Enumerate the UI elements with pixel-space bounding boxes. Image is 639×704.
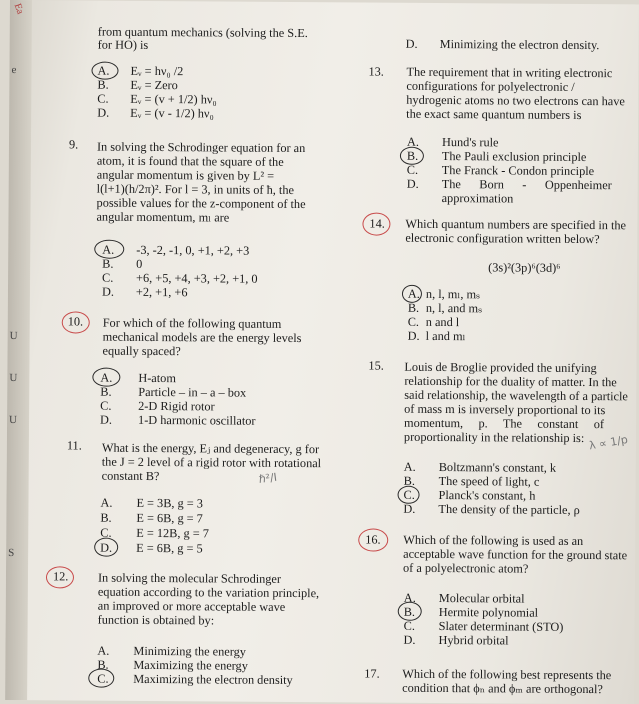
option-text: n, l, and mₛ (425, 300, 483, 316)
margin-mark: Ea (11, 2, 26, 16)
option-text: Hund's rule (441, 135, 499, 150)
question-number: 11. (66, 438, 82, 453)
option-label: C. (407, 314, 420, 329)
question-number: 17. (364, 666, 380, 681)
option-text: l and mₗ (425, 328, 466, 344)
question-text: hydrogenic atoms no two electrons can have (406, 92, 625, 109)
answer-mark-circle (91, 62, 118, 80)
question-number: 16. (365, 532, 381, 547)
question-text: Which of the following is used as an (403, 532, 584, 549)
option-text: Molecular orbital (438, 591, 525, 606)
question-text: equally spaced? (102, 343, 181, 359)
option-text: Minimizing the energy (133, 643, 246, 659)
option-label: A. (97, 643, 110, 658)
question-number: 10. (67, 314, 84, 329)
question-text: angular momentum, mₗ are (96, 209, 230, 225)
question-text: Which quantum numbers are specified in the (405, 216, 627, 233)
option-label: C. (403, 618, 415, 633)
option-label: B. (97, 657, 109, 672)
option-text: +2, +1, +6 (135, 284, 188, 300)
question-text: momentum, p. The constant of (404, 415, 605, 432)
option-text: Hybrid orbital (438, 633, 509, 648)
option-text: H-atom (138, 370, 176, 386)
question-text: said relationship, the wavelength of a particle (404, 387, 628, 404)
option-label: C. (100, 398, 112, 413)
option-text: The Franck - Condon principle (441, 163, 595, 179)
option-label: D. (406, 176, 419, 191)
question-number: 9. (68, 137, 79, 152)
option-text: Boltzmann's constant, k (438, 460, 557, 475)
answer-mark-circle (88, 669, 114, 688)
option-label: C. (97, 91, 109, 106)
option-text: Eᵥ = (v - 1/2) hν₀ (130, 105, 214, 121)
question-text: Which of the following best represents the (402, 666, 612, 683)
option-text: E = 6B, g = 5 (136, 540, 203, 556)
answer-mark-circle (94, 538, 118, 557)
option-text: 0 (136, 256, 143, 271)
option-text: E = 3B, g = 3 (136, 495, 204, 511)
question-text: atom, it is found that the square of the (96, 153, 284, 169)
question-text: for HO) is (97, 37, 149, 52)
question-text: l(l+1)(h/2π)². For l = 3, in units of ħ, the (96, 181, 295, 197)
question-text: possible values for the z-component of the (96, 195, 306, 212)
answer-mark-circle (92, 368, 120, 387)
option-label: B. (102, 256, 114, 271)
option-label: C. (100, 525, 112, 540)
question-text: mechanical models are the energy levels (102, 329, 302, 346)
question-text: constant B? (101, 468, 160, 484)
option-text: n and l (425, 314, 460, 330)
option-label: A. (403, 459, 416, 474)
question-number: 13. (368, 64, 384, 79)
option-label: D. (405, 36, 418, 51)
question-text: the exact same quantum numbers is (406, 106, 582, 122)
question-text: electronic configuration written below? (405, 230, 600, 247)
option-label: A. (102, 242, 115, 257)
option-label: D. (403, 501, 416, 516)
option-label: A. (403, 590, 416, 605)
question-text: function is obtained by: (97, 612, 215, 628)
option-label: B. (403, 604, 416, 619)
question-text: acceptable wave function for the ground state (403, 546, 628, 563)
option-text: The density of the particle, ρ (438, 502, 580, 517)
option-label: B. (100, 510, 112, 525)
question-number: 14. (369, 216, 385, 231)
question-text: The requirement that in writing electronic (406, 64, 613, 81)
margin-mark: e (11, 64, 17, 77)
answer-mark-circle (94, 240, 124, 259)
option-text: Eᵥ = hν₀ /2 (130, 63, 184, 79)
option-label: B. (100, 384, 112, 399)
option-label: D. (407, 328, 420, 343)
option-text: -3, -2, -1, 0, +1, +2, +3 (136, 242, 250, 258)
option-text: Maximizing the energy (133, 657, 248, 673)
option-text: Planck's constant, h (438, 488, 536, 503)
pencil-note: λ ∝ 1/p (588, 433, 629, 453)
question-text: Louis de Broglie provided the unifying (404, 359, 597, 376)
option-label: D. (101, 284, 114, 299)
option-label: C. (403, 487, 415, 502)
option-text: approximation (441, 191, 514, 206)
question-text: of a polyelectronic atom? (402, 560, 529, 576)
option-text: Eᵥ = (v + 1/2) hν₀ (130, 91, 217, 107)
pencil-note: ℏ²/I (257, 470, 278, 486)
option-label: B. (406, 148, 419, 163)
question-text: the J = 2 level of a rigid rotor with rotational (101, 454, 322, 471)
question-text: of mass m is inversely proportional to its (404, 401, 606, 418)
option-text: n, l, mₗ, mₛ (425, 286, 481, 302)
option-label: C. (102, 270, 114, 285)
question-text: angular momentum is given by L² = (96, 167, 275, 183)
option-label: C. (406, 162, 419, 177)
option-text: The Born - Oppenheimer (441, 177, 612, 193)
margin-mark: U (9, 372, 18, 385)
question-text: relationship for the duality of matter. In the (404, 373, 617, 390)
question-text: configurations for polyelectronic / (406, 78, 575, 94)
electron-configuration: (3s)²(3p)⁶(3d)⁶ (488, 260, 561, 275)
margin-mark: S (8, 547, 15, 560)
answer-mark-circle (402, 285, 422, 303)
answer-mark-circle (398, 602, 422, 621)
question-text: What is the energy, Eⱼ and degeneracy, g for (101, 440, 320, 457)
option-label: A. (100, 370, 113, 385)
option-label: B. (97, 77, 109, 92)
option-label: A. (407, 286, 420, 301)
option-label: D. (100, 540, 113, 555)
option-text: Minimizing the electron density. (439, 37, 600, 53)
option-label: B. (403, 473, 415, 488)
answer-mark-circle (397, 486, 419, 504)
option-text: E = 12B, g = 7 (136, 525, 209, 541)
option-text: The Pauli exclusion principle (441, 149, 587, 165)
previous-page-edge (5, 0, 32, 700)
question-text: In solving the Schrodinger equation for an (96, 139, 306, 156)
option-label: A. (406, 134, 420, 149)
option-label: C. (97, 671, 109, 686)
question-text: an improved or more acceptable wave (97, 598, 286, 614)
question-text: condition that ϕₙ and ϕₘ are orthogonal? (402, 680, 603, 697)
margin-mark: U (9, 414, 18, 427)
option-label: D. (403, 632, 416, 647)
option-text: Eᵥ = Zero (130, 77, 178, 93)
margin-mark: U (9, 330, 18, 343)
question-text: from quantum mechanics (solving the S.E. (97, 24, 308, 41)
question-text: In solving the molecular Schrodinger (97, 570, 282, 586)
option-text: 1-D harmonic oscillator (138, 412, 256, 428)
question-number: 12. (52, 569, 69, 584)
option-text: The speed of light, c (438, 474, 540, 489)
option-label: B. (407, 300, 420, 315)
option-text: +6, +5, +4, +3, +2, +1, 0 (136, 270, 258, 286)
option-label: D. (100, 412, 113, 427)
answer-mark-circle (400, 147, 424, 165)
option-text: Hermite polynomial (438, 605, 539, 620)
option-label: D. (97, 105, 110, 120)
question-text: equation according to the variation principle, (97, 584, 320, 601)
exam-page (5, 0, 639, 704)
option-text: 2-D Rigid rotor (138, 398, 215, 414)
option-text: Particle – in – a – box (138, 384, 247, 400)
question-text: proportionality in the relationship is: (403, 429, 585, 446)
question-text: For which of the following quantum (102, 315, 282, 331)
option-label: A. (100, 495, 113, 510)
question-number: 15. (368, 358, 384, 373)
option-text: Slater determinant (STO) (438, 619, 564, 634)
option-text: Maximizing the electron density (133, 671, 293, 687)
option-label: A. (97, 63, 110, 78)
option-text: E = 6B, g = 7 (136, 510, 203, 526)
